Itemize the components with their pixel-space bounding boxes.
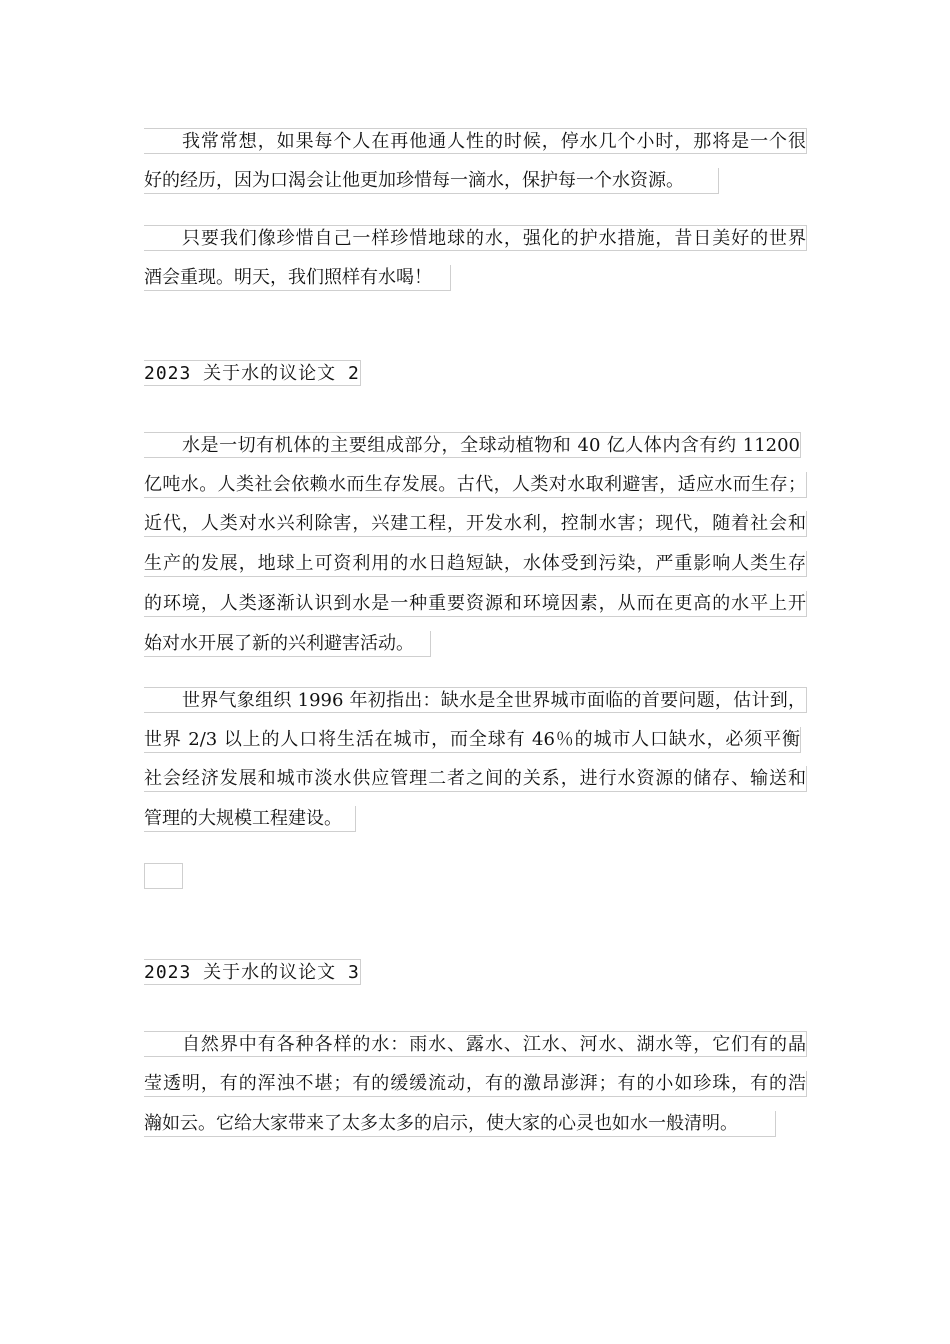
paragraph-3-line-1: 水是一切有机体的主要组成部分，全球动植物和 40 亿人体内含有约 11200 [144,432,801,458]
paragraph-2-line-1: 只要我们像珍惜自己一样珍惜地球的水，强化的护水措施，昔日美好的世界 [144,225,807,251]
paragraph-4-line-4: 管理的大规模工程建设。 [144,806,356,832]
paragraph-4-line-3: 社会经济发展和城市淡水供应管理二者之间的关系，进行水资源的储存、输送和 [144,766,807,792]
section-heading-3: 2023 关于水的议论文 3 [144,959,361,985]
paragraph-4-line-1: 世界气象组织 1996 年初指出：缺水是全世界城市面临的首要问题，估计到， [144,687,807,713]
paragraph-3-line-5: 的环境，人类逐渐认识到水是一种重要资源和环境因素，从而在更高的水平上开 [144,591,807,617]
empty-line-box [144,863,183,889]
paragraph-3-line-4: 生产的发展，地球上可资利用的水日趋短缺，水体受到污染，严重影响人类生存 [144,551,807,577]
paragraph-5-line-3: 瀚如云。它给大家带来了太多太多的启示，使大家的心灵也如水一般清明。 [144,1111,776,1137]
paragraph-1-line-2: 好的经历，因为口渴会让他更加珍惜每一滴水，保护每一个水资源。 [144,168,719,194]
paragraph-5-line-1: 自然界中有各种各样的水：雨水、露水、江水、河水、湖水等，它们有的晶 [144,1031,807,1057]
paragraph-1-line-1: 我常常想，如果每个人在再他通人性的时候，停水几个小时，那将是一个很 [144,128,807,154]
paragraph-3-line-6: 始对水开展了新的兴利避害活动。 [144,631,431,657]
paragraph-3-line-2: 亿吨水。人类社会依赖水而生存发展。古代，人类对水取利避害，适应水而生存； [144,472,807,498]
paragraph-3-line-3: 近代，人类对水兴利除害，兴建工程，开发水利，控制水害；现代，随着社会和 [144,511,807,537]
paragraph-5-line-2: 莹透明，有的浑浊不堪；有的缓缓流动，有的激昂澎湃；有的小如珍珠，有的浩 [144,1071,807,1097]
paragraph-4-line-2: 世界 2/3 以上的人口将生活在城市，而全球有 46％的城市人口缺水，必须平衡 [144,727,801,753]
section-heading-2: 2023 关于水的议论文 2 [144,360,361,386]
paragraph-2-line-2: 酒会重现。明天，我们照样有水喝！ [144,265,451,291]
